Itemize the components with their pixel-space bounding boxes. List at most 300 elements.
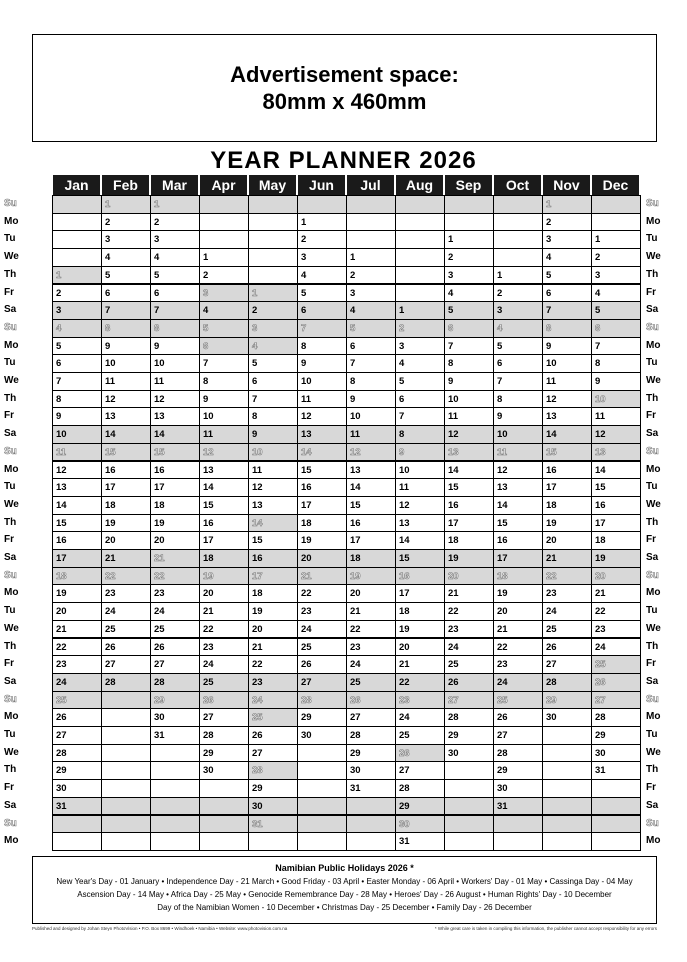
day-cell: 30 bbox=[395, 815, 445, 834]
empty-cell bbox=[542, 779, 592, 798]
day-cell: 16 bbox=[346, 514, 396, 533]
empty-cell bbox=[297, 761, 347, 780]
holidays-line-3: Day of the Namibian Women - 10 December • Christmas Day - 25 December • Family Day - 26 December bbox=[157, 903, 532, 912]
empty-cell bbox=[493, 815, 543, 834]
day-cell: 8 bbox=[395, 425, 445, 444]
day-cell: 7 bbox=[248, 390, 298, 409]
month-header-may: May bbox=[249, 175, 296, 195]
day-cell: 19 bbox=[199, 567, 249, 586]
day-cell: 26 bbox=[297, 655, 347, 674]
day-cell: 16 bbox=[52, 531, 102, 550]
day-label-left: Th bbox=[4, 268, 17, 280]
day-cell: 24 bbox=[444, 638, 494, 657]
day-cell: 1 bbox=[297, 213, 347, 232]
empty-cell bbox=[542, 815, 592, 834]
day-cell: 2 bbox=[248, 301, 298, 320]
day-cell: 29 bbox=[346, 744, 396, 763]
day-cell: 14 bbox=[52, 496, 102, 515]
day-cell: 18 bbox=[199, 549, 249, 568]
day-cell: 22 bbox=[199, 620, 249, 639]
day-cell: 18 bbox=[248, 584, 298, 603]
day-cell: 21 bbox=[346, 602, 396, 621]
day-cell: 2 bbox=[493, 284, 543, 303]
day-cell: 21 bbox=[395, 655, 445, 674]
empty-cell bbox=[248, 213, 298, 232]
day-cell: 23 bbox=[52, 655, 102, 674]
day-label-left: Sa bbox=[4, 799, 17, 811]
day-cell: 15 bbox=[248, 531, 298, 550]
empty-cell bbox=[199, 815, 249, 834]
month-header-mar: Mar bbox=[151, 175, 198, 195]
day-cell: 1 bbox=[248, 284, 298, 303]
day-cell: 8 bbox=[493, 390, 543, 409]
day-cell: 6 bbox=[444, 319, 494, 338]
day-cell: 1 bbox=[199, 248, 249, 267]
day-cell: 4 bbox=[591, 284, 641, 303]
day-cell: 8 bbox=[52, 390, 102, 409]
day-label-left: Mo bbox=[4, 463, 19, 475]
empty-cell bbox=[346, 230, 396, 249]
day-cell: 9 bbox=[493, 407, 543, 426]
day-cell: 3 bbox=[150, 230, 200, 249]
day-cell: 27 bbox=[346, 708, 396, 727]
day-cell: 6 bbox=[395, 390, 445, 409]
day-cell: 13 bbox=[101, 407, 151, 426]
day-cell: 18 bbox=[493, 567, 543, 586]
day-cell: 21 bbox=[248, 638, 298, 657]
day-cell: 21 bbox=[101, 549, 151, 568]
day-cell: 9 bbox=[52, 407, 102, 426]
day-label-left: Mo bbox=[4, 587, 19, 599]
day-cell: 18 bbox=[101, 496, 151, 515]
day-cell: 19 bbox=[542, 514, 592, 533]
day-cell: 16 bbox=[542, 461, 592, 480]
day-cell: 25 bbox=[248, 708, 298, 727]
day-label-left: Sa bbox=[4, 304, 17, 316]
day-cell: 10 bbox=[395, 461, 445, 480]
empty-cell bbox=[101, 779, 151, 798]
day-cell: 11 bbox=[346, 425, 396, 444]
day-cell: 5 bbox=[444, 301, 494, 320]
day-cell: 6 bbox=[346, 337, 396, 356]
day-cell: 14 bbox=[542, 425, 592, 444]
day-cell: 9 bbox=[591, 372, 641, 391]
day-cell: 2 bbox=[395, 319, 445, 338]
empty-cell bbox=[493, 230, 543, 249]
day-cell: 19 bbox=[101, 514, 151, 533]
empty-cell bbox=[395, 213, 445, 232]
day-label-left: Fr bbox=[4, 410, 14, 422]
day-cell: 31 bbox=[52, 797, 102, 816]
month-header-aug: Aug bbox=[396, 175, 443, 195]
day-cell: 9 bbox=[542, 337, 592, 356]
day-cell: 17 bbox=[248, 567, 298, 586]
day-cell: 29 bbox=[150, 691, 200, 710]
day-cell: 3 bbox=[346, 284, 396, 303]
empty-cell bbox=[52, 213, 102, 232]
day-cell: 21 bbox=[52, 620, 102, 639]
day-cell: 12 bbox=[542, 390, 592, 409]
empty-cell bbox=[52, 230, 102, 249]
day-cell: 5 bbox=[591, 301, 641, 320]
day-cell: 18 bbox=[395, 602, 445, 621]
month-header-oct: Oct bbox=[494, 175, 541, 195]
empty-cell bbox=[297, 832, 347, 851]
day-cell: 30 bbox=[297, 726, 347, 745]
day-cell: 26 bbox=[52, 708, 102, 727]
day-cell: 17 bbox=[542, 478, 592, 497]
day-cell: 7 bbox=[52, 372, 102, 391]
day-cell: 12 bbox=[297, 407, 347, 426]
day-cell: 5 bbox=[101, 266, 151, 285]
empty-cell bbox=[542, 761, 592, 780]
day-cell: 5 bbox=[199, 319, 249, 338]
empty-cell bbox=[101, 797, 151, 816]
day-cell: 2 bbox=[52, 284, 102, 303]
day-cell: 8 bbox=[101, 319, 151, 338]
holidays-footer bbox=[32, 856, 657, 924]
day-cell: 16 bbox=[101, 461, 151, 480]
day-cell: 17 bbox=[101, 478, 151, 497]
day-cell: 31 bbox=[346, 779, 396, 798]
day-cell: 1 bbox=[346, 248, 396, 267]
day-label-right: Su bbox=[646, 321, 659, 333]
day-cell: 29 bbox=[444, 726, 494, 745]
day-cell: 8 bbox=[150, 319, 200, 338]
day-label-right: Tu bbox=[646, 481, 658, 493]
day-cell: 17 bbox=[199, 531, 249, 550]
empty-cell bbox=[297, 797, 347, 816]
day-cell: 14 bbox=[199, 478, 249, 497]
day-cell: 31 bbox=[150, 726, 200, 745]
day-label-left: We bbox=[4, 498, 19, 510]
day-label-left: Th bbox=[4, 516, 17, 528]
empty-cell bbox=[199, 779, 249, 798]
day-cell: 14 bbox=[346, 478, 396, 497]
day-label-right: We bbox=[646, 498, 661, 510]
publisher-credits: Published and designed by Johan Steyn PhotoVision • P.O. Box 8699 • Windhoek • Namibia • Website: www.photovision.com.na bbox=[32, 926, 288, 931]
day-cell: 18 bbox=[346, 549, 396, 568]
day-cell: 9 bbox=[297, 354, 347, 373]
empty-cell bbox=[199, 230, 249, 249]
day-cell: 31 bbox=[493, 797, 543, 816]
day-cell: 24 bbox=[591, 638, 641, 657]
holidays-line-1: New Year's Day - 01 January • Independence Day - 21 March • Good Friday - 03 April • Easter Monday - 06 April • Workers' Day - 01 May • Cassinga Day - 04 May bbox=[56, 877, 633, 886]
day-cell: 14 bbox=[101, 425, 151, 444]
day-cell: 27 bbox=[493, 726, 543, 745]
day-cell: 15 bbox=[297, 461, 347, 480]
day-cell: 25 bbox=[395, 726, 445, 745]
day-cell: 12 bbox=[346, 443, 396, 462]
disclaimer: * While great care is taken in compiling this information, the publisher cannot accept responsibility for any errors bbox=[434, 926, 657, 931]
day-cell: 14 bbox=[297, 443, 347, 462]
day-cell: 23 bbox=[297, 602, 347, 621]
day-cell: 28 bbox=[297, 691, 347, 710]
day-cell: 23 bbox=[150, 584, 200, 603]
day-label-left: Su bbox=[4, 693, 17, 705]
day-cell: 27 bbox=[444, 691, 494, 710]
day-label-right: Fr bbox=[646, 534, 656, 546]
day-cell: 1 bbox=[444, 230, 494, 249]
day-label-right: Su bbox=[646, 445, 659, 457]
day-cell: 9 bbox=[199, 390, 249, 409]
year-planner-grid bbox=[0, 175, 687, 853]
day-label-right: We bbox=[646, 746, 661, 758]
day-cell: 12 bbox=[52, 461, 102, 480]
empty-cell bbox=[150, 779, 200, 798]
day-cell: 31 bbox=[248, 815, 298, 834]
day-cell: 26 bbox=[346, 691, 396, 710]
day-cell: 23 bbox=[493, 655, 543, 674]
day-cell: 5 bbox=[542, 266, 592, 285]
day-cell: 7 bbox=[199, 354, 249, 373]
day-cell: 16 bbox=[199, 514, 249, 533]
day-cell: 20 bbox=[101, 531, 151, 550]
day-cell: 8 bbox=[591, 354, 641, 373]
day-cell: 19 bbox=[52, 584, 102, 603]
day-cell: 27 bbox=[101, 655, 151, 674]
day-cell: 15 bbox=[444, 478, 494, 497]
empty-cell bbox=[297, 779, 347, 798]
day-cell: 19 bbox=[444, 549, 494, 568]
day-cell: 13 bbox=[395, 514, 445, 533]
day-cell: 4 bbox=[297, 266, 347, 285]
day-cell: 2 bbox=[297, 230, 347, 249]
day-label-right: Sa bbox=[646, 799, 659, 811]
empty-cell bbox=[297, 815, 347, 834]
day-cell: 30 bbox=[52, 779, 102, 798]
day-label-left: Fr bbox=[4, 782, 14, 794]
day-cell: 23 bbox=[542, 584, 592, 603]
day-cell: 22 bbox=[248, 655, 298, 674]
empty-cell bbox=[150, 761, 200, 780]
empty-cell bbox=[395, 284, 445, 303]
holidays-title: Namibian Public Holidays 2026 * bbox=[275, 863, 414, 873]
empty-cell bbox=[297, 744, 347, 763]
day-cell: 28 bbox=[493, 744, 543, 763]
day-cell: 28 bbox=[150, 673, 200, 692]
day-cell: 13 bbox=[52, 478, 102, 497]
empty-cell bbox=[248, 266, 298, 285]
day-cell: 8 bbox=[297, 337, 347, 356]
day-label-left: Th bbox=[4, 764, 17, 776]
empty-cell bbox=[542, 797, 592, 816]
day-cell: 14 bbox=[150, 425, 200, 444]
day-cell: 25 bbox=[150, 620, 200, 639]
day-cell: 11 bbox=[444, 407, 494, 426]
empty-cell bbox=[199, 797, 249, 816]
day-label-right: Th bbox=[646, 640, 659, 652]
day-cell: 10 bbox=[248, 443, 298, 462]
month-header-feb: Feb bbox=[102, 175, 149, 195]
day-cell: 5 bbox=[493, 337, 543, 356]
day-cell: 26 bbox=[493, 708, 543, 727]
day-cell: 11 bbox=[591, 407, 641, 426]
empty-cell bbox=[101, 726, 151, 745]
day-cell: 27 bbox=[52, 726, 102, 745]
day-cell: 6 bbox=[297, 301, 347, 320]
day-cell: 13 bbox=[248, 496, 298, 515]
day-label-left: We bbox=[4, 251, 19, 263]
day-label-left: Fr bbox=[4, 658, 14, 670]
day-cell: 15 bbox=[493, 514, 543, 533]
empty-cell bbox=[52, 248, 102, 267]
day-cell: 26 bbox=[395, 744, 445, 763]
day-cell: 16 bbox=[248, 549, 298, 568]
empty-cell bbox=[346, 797, 396, 816]
day-label-right: Th bbox=[646, 268, 659, 280]
day-cell: 25 bbox=[444, 655, 494, 674]
day-label-right: Fr bbox=[646, 410, 656, 422]
day-cell: 15 bbox=[101, 443, 151, 462]
empty-cell bbox=[395, 248, 445, 267]
day-cell: 7 bbox=[444, 337, 494, 356]
day-cell: 17 bbox=[346, 531, 396, 550]
day-cell: 18 bbox=[297, 514, 347, 533]
day-cell: 5 bbox=[150, 266, 200, 285]
empty-cell bbox=[591, 779, 641, 798]
day-cell: 20 bbox=[395, 638, 445, 657]
page-title: YEAR PLANNER 2026 bbox=[210, 147, 477, 174]
day-cell: 24 bbox=[101, 602, 151, 621]
day-cell: 6 bbox=[542, 284, 592, 303]
day-cell: 29 bbox=[493, 761, 543, 780]
month-header-nov: Nov bbox=[543, 175, 590, 195]
day-cell: 12 bbox=[150, 390, 200, 409]
empty-cell bbox=[591, 195, 641, 214]
day-label-right: Mo bbox=[646, 587, 661, 599]
day-cell: 25 bbox=[542, 620, 592, 639]
day-cell: 26 bbox=[444, 673, 494, 692]
day-cell: 8 bbox=[346, 372, 396, 391]
empty-cell bbox=[444, 797, 494, 816]
day-label-right: Su bbox=[646, 817, 659, 829]
month-header-dec: Dec bbox=[592, 175, 639, 195]
day-cell: 26 bbox=[199, 691, 249, 710]
day-cell: 8 bbox=[444, 354, 494, 373]
day-cell: 20 bbox=[346, 584, 396, 603]
day-cell: 7 bbox=[493, 372, 543, 391]
day-cell: 23 bbox=[346, 638, 396, 657]
day-label-left: Fr bbox=[4, 534, 14, 546]
day-cell: 22 bbox=[591, 602, 641, 621]
day-cell: 17 bbox=[493, 549, 543, 568]
day-cell: 28 bbox=[199, 726, 249, 745]
day-cell: 12 bbox=[395, 496, 445, 515]
day-cell: 1 bbox=[493, 266, 543, 285]
day-cell: 1 bbox=[52, 266, 102, 285]
day-cell: 29 bbox=[52, 761, 102, 780]
day-cell: 27 bbox=[248, 744, 298, 763]
day-label-left: Su bbox=[4, 198, 17, 209]
ad-line-2: 80mm x 460mm bbox=[262, 89, 427, 114]
day-cell: 1 bbox=[150, 195, 200, 214]
day-cell: 27 bbox=[591, 691, 641, 710]
day-cell: 28 bbox=[444, 708, 494, 727]
day-cell: 11 bbox=[150, 372, 200, 391]
day-cell: 10 bbox=[150, 354, 200, 373]
day-cell: 29 bbox=[395, 797, 445, 816]
day-cell: 15 bbox=[52, 514, 102, 533]
day-label-left: Fr bbox=[4, 286, 14, 298]
day-label-right: Sa bbox=[646, 675, 659, 687]
empty-cell bbox=[101, 691, 151, 710]
day-cell: 13 bbox=[591, 443, 641, 462]
day-cell: 9 bbox=[150, 337, 200, 356]
day-cell: 25 bbox=[591, 655, 641, 674]
day-label-left: Tu bbox=[4, 481, 16, 493]
day-cell: 3 bbox=[199, 284, 249, 303]
day-cell: 5 bbox=[395, 372, 445, 391]
day-cell: 22 bbox=[395, 673, 445, 692]
empty-cell bbox=[444, 213, 494, 232]
day-label-left: Tu bbox=[4, 605, 16, 617]
empty-cell bbox=[150, 832, 200, 851]
day-label-left: Tu bbox=[4, 729, 16, 740]
day-cell: 13 bbox=[493, 478, 543, 497]
day-cell: 24 bbox=[493, 673, 543, 692]
advertisement-box bbox=[32, 34, 657, 142]
day-cell: 19 bbox=[493, 584, 543, 603]
day-cell: 22 bbox=[493, 638, 543, 657]
day-cell: 7 bbox=[346, 354, 396, 373]
day-cell: 1 bbox=[542, 195, 592, 214]
empty-cell bbox=[199, 195, 249, 214]
ad-line-1: Advertisement space: bbox=[230, 62, 459, 87]
day-cell: 1 bbox=[591, 230, 641, 249]
day-cell: 29 bbox=[542, 691, 592, 710]
day-label-left: Mo bbox=[4, 711, 19, 723]
empty-cell bbox=[101, 832, 151, 851]
day-label-left: Su bbox=[4, 321, 17, 333]
day-label-left: We bbox=[4, 746, 19, 758]
day-cell: 23 bbox=[591, 620, 641, 639]
day-cell: 15 bbox=[150, 443, 200, 462]
day-cell: 28 bbox=[248, 761, 298, 780]
day-cell: 29 bbox=[248, 779, 298, 798]
day-cell: 14 bbox=[493, 496, 543, 515]
empty-cell bbox=[444, 815, 494, 834]
day-cell: 22 bbox=[444, 602, 494, 621]
day-cell: 11 bbox=[395, 478, 445, 497]
day-cell: 19 bbox=[591, 549, 641, 568]
day-cell: 10 bbox=[52, 425, 102, 444]
day-cell: 28 bbox=[52, 744, 102, 763]
day-label-right: Fr bbox=[646, 286, 656, 298]
month-header-jul: Jul bbox=[347, 175, 394, 195]
empty-cell bbox=[248, 195, 298, 214]
day-cell: 4 bbox=[150, 248, 200, 267]
day-cell: 2 bbox=[199, 266, 249, 285]
empty-cell bbox=[493, 248, 543, 267]
day-cell: 6 bbox=[101, 284, 151, 303]
day-cell: 28 bbox=[101, 673, 151, 692]
day-label-left: Th bbox=[4, 640, 17, 652]
day-label-right: Sa bbox=[646, 428, 659, 440]
day-cell: 4 bbox=[444, 284, 494, 303]
day-cell: 18 bbox=[591, 531, 641, 550]
day-cell: 14 bbox=[248, 514, 298, 533]
day-cell: 5 bbox=[248, 354, 298, 373]
day-cell: 3 bbox=[591, 266, 641, 285]
day-cell: 12 bbox=[591, 425, 641, 444]
empty-cell bbox=[395, 230, 445, 249]
day-cell: 26 bbox=[591, 673, 641, 692]
day-cell: 11 bbox=[52, 443, 102, 462]
day-label-right: We bbox=[646, 622, 661, 634]
day-cell: 25 bbox=[346, 673, 396, 692]
day-cell: 25 bbox=[199, 673, 249, 692]
